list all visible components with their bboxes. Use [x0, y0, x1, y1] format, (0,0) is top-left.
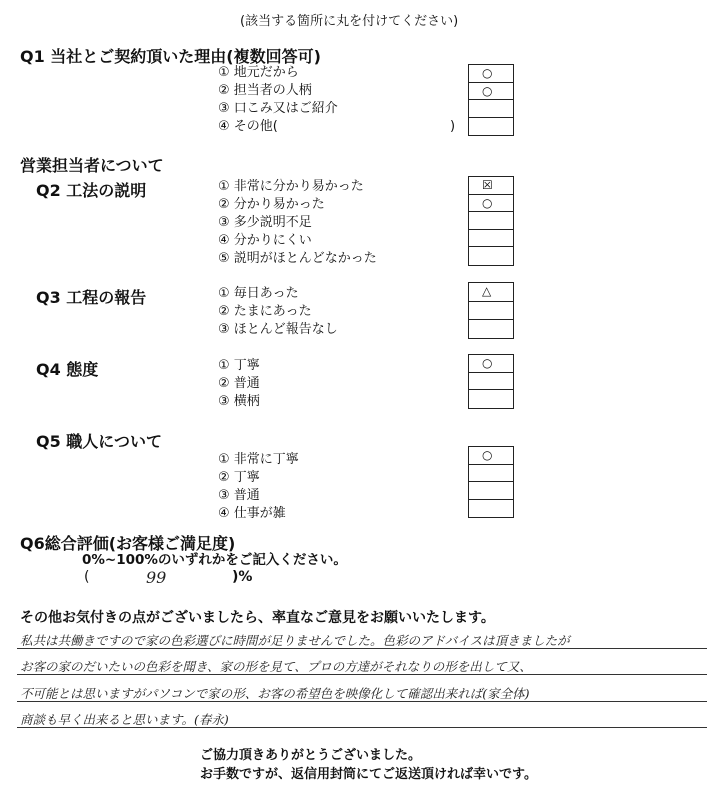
q1-option-1: ① 地元だから	[218, 65, 299, 80]
q2-option-5: ⑤ 説明がほとんどなかった	[218, 251, 377, 266]
q1-answer-cell-1[interactable]	[469, 65, 513, 83]
q4-option-1: ① 丁寧	[218, 358, 260, 373]
q5-option-2: ② 丁寧	[218, 470, 260, 485]
q5-answer-cell-2[interactable]	[469, 465, 513, 483]
q5-title: Q5 職人について	[36, 432, 162, 451]
q4-option-3: ③ 横柄	[218, 394, 260, 409]
sales-section-header: 営業担当者について	[20, 156, 164, 175]
q1-option-2: ② 担当者の人柄	[218, 83, 312, 98]
q2-answer-cell-3[interactable]	[469, 212, 513, 230]
q4-mark-1: ○	[482, 356, 493, 370]
q1-option-4-close: )	[450, 119, 456, 134]
q2-title: Q2 工法の説明	[36, 181, 147, 200]
q3-option-1: ① 毎日あった	[218, 286, 299, 301]
q2-answer-cell-5[interactable]	[469, 247, 513, 265]
q2-option-4: ④ 分かりにくい	[218, 233, 312, 248]
instruction-text: (該当する箇所に丸を付けてください)	[240, 14, 459, 29]
q1-mark-1: ○	[482, 66, 493, 80]
comment-line-3[interactable]: 不可能とは思いますがパソコンで家の形、お客の希望色を映像化して確認出来れば(家全体)	[20, 686, 530, 701]
q3-answer-box[interactable]	[468, 282, 514, 339]
q5-answer-cell-1[interactable]	[469, 447, 513, 465]
q4-answer-cell-1[interactable]	[469, 355, 513, 373]
q6-subtitle: 0%~100%のいずれかをご記入ください。	[82, 552, 347, 568]
q4-answer-cell-2[interactable]	[469, 373, 513, 391]
footer-thanks: ご協力頂きありがとうございました。	[200, 748, 422, 763]
q3-title: Q3 工程の報告	[36, 288, 147, 307]
q2-option-3: ③ 多少説明不足	[218, 215, 312, 230]
q2-answer-cell-4[interactable]	[469, 230, 513, 248]
q4-title: Q4 態度	[36, 360, 99, 379]
comments-heading: その他お気付きの点がございましたら、率直なご意見をお願いいたします。	[20, 610, 495, 626]
q6-satisfaction-value[interactable]: 99	[146, 568, 167, 587]
q2-mark-1: ☒	[482, 178, 493, 192]
comment-line-2[interactable]: お客の家のだいたいの色彩を聞き、家の形を見て、プロの方達がそれなりの形を出して又、	[20, 659, 532, 674]
q2-answer-box[interactable]	[468, 176, 514, 266]
q5-option-3: ③ 普通	[218, 488, 260, 503]
q3-option-3: ③ ほとんど報告なし	[218, 322, 338, 337]
q1-answer-cell-3[interactable]	[469, 100, 513, 118]
q5-mark-1: ○	[482, 448, 493, 462]
q1-title: Q1 当社とご契約頂いた理由(複数回答可)	[20, 47, 321, 66]
q3-answer-cell-1[interactable]	[469, 283, 513, 302]
q2-answer-cell-2[interactable]	[469, 195, 513, 213]
q2-option-1: ① 非常に分かり易かった	[218, 179, 364, 194]
q1-answer-box[interactable]	[468, 64, 514, 136]
q5-answer-cell-3[interactable]	[469, 482, 513, 500]
q1-answer-cell-4[interactable]	[469, 118, 513, 136]
q1-option-3: ③ 口こみ又はご紹介	[218, 101, 338, 116]
q3-answer-cell-3[interactable]	[469, 320, 513, 338]
footer-return-note: お手数ですが、返信用封筒にてご返送頂ければ幸いです。	[200, 767, 537, 782]
q1-answer-cell-2[interactable]	[469, 83, 513, 101]
q6-title: Q6総合評価(お客様ご満足度)	[20, 534, 236, 553]
q4-option-2: ② 普通	[218, 376, 260, 391]
q1-option-4: ④ その他(	[218, 119, 278, 134]
q5-option-1: ① 非常に丁寧	[218, 452, 299, 467]
q1-mark-2: ○	[482, 83, 493, 98]
q5-answer-cell-4[interactable]	[469, 500, 513, 518]
q3-mark-1: △	[482, 284, 492, 298]
q4-answer-box[interactable]	[468, 354, 514, 409]
comment-line-4[interactable]: 商談も早く出来ると思います。(春永)	[20, 712, 229, 727]
comment-line-1[interactable]: 私共は共働きですので家の色彩選びに時間が足りませんでした。色彩のアドバイスは頂きましたが	[20, 633, 570, 648]
q6-close-unit: )%	[232, 569, 253, 585]
q2-answer-cell-1[interactable]	[469, 177, 513, 195]
q6-open-paren: (	[84, 569, 90, 585]
q5-option-4: ④ 仕事が雑	[218, 506, 286, 521]
q3-answer-cell-2[interactable]	[469, 302, 513, 320]
q5-answer-box[interactable]	[468, 446, 514, 518]
q3-option-2: ② たまにあった	[218, 304, 312, 319]
q2-mark-2: ○	[482, 195, 493, 210]
q2-option-2: ② 分かり易かった	[218, 197, 325, 212]
q4-answer-cell-3[interactable]	[469, 390, 513, 408]
